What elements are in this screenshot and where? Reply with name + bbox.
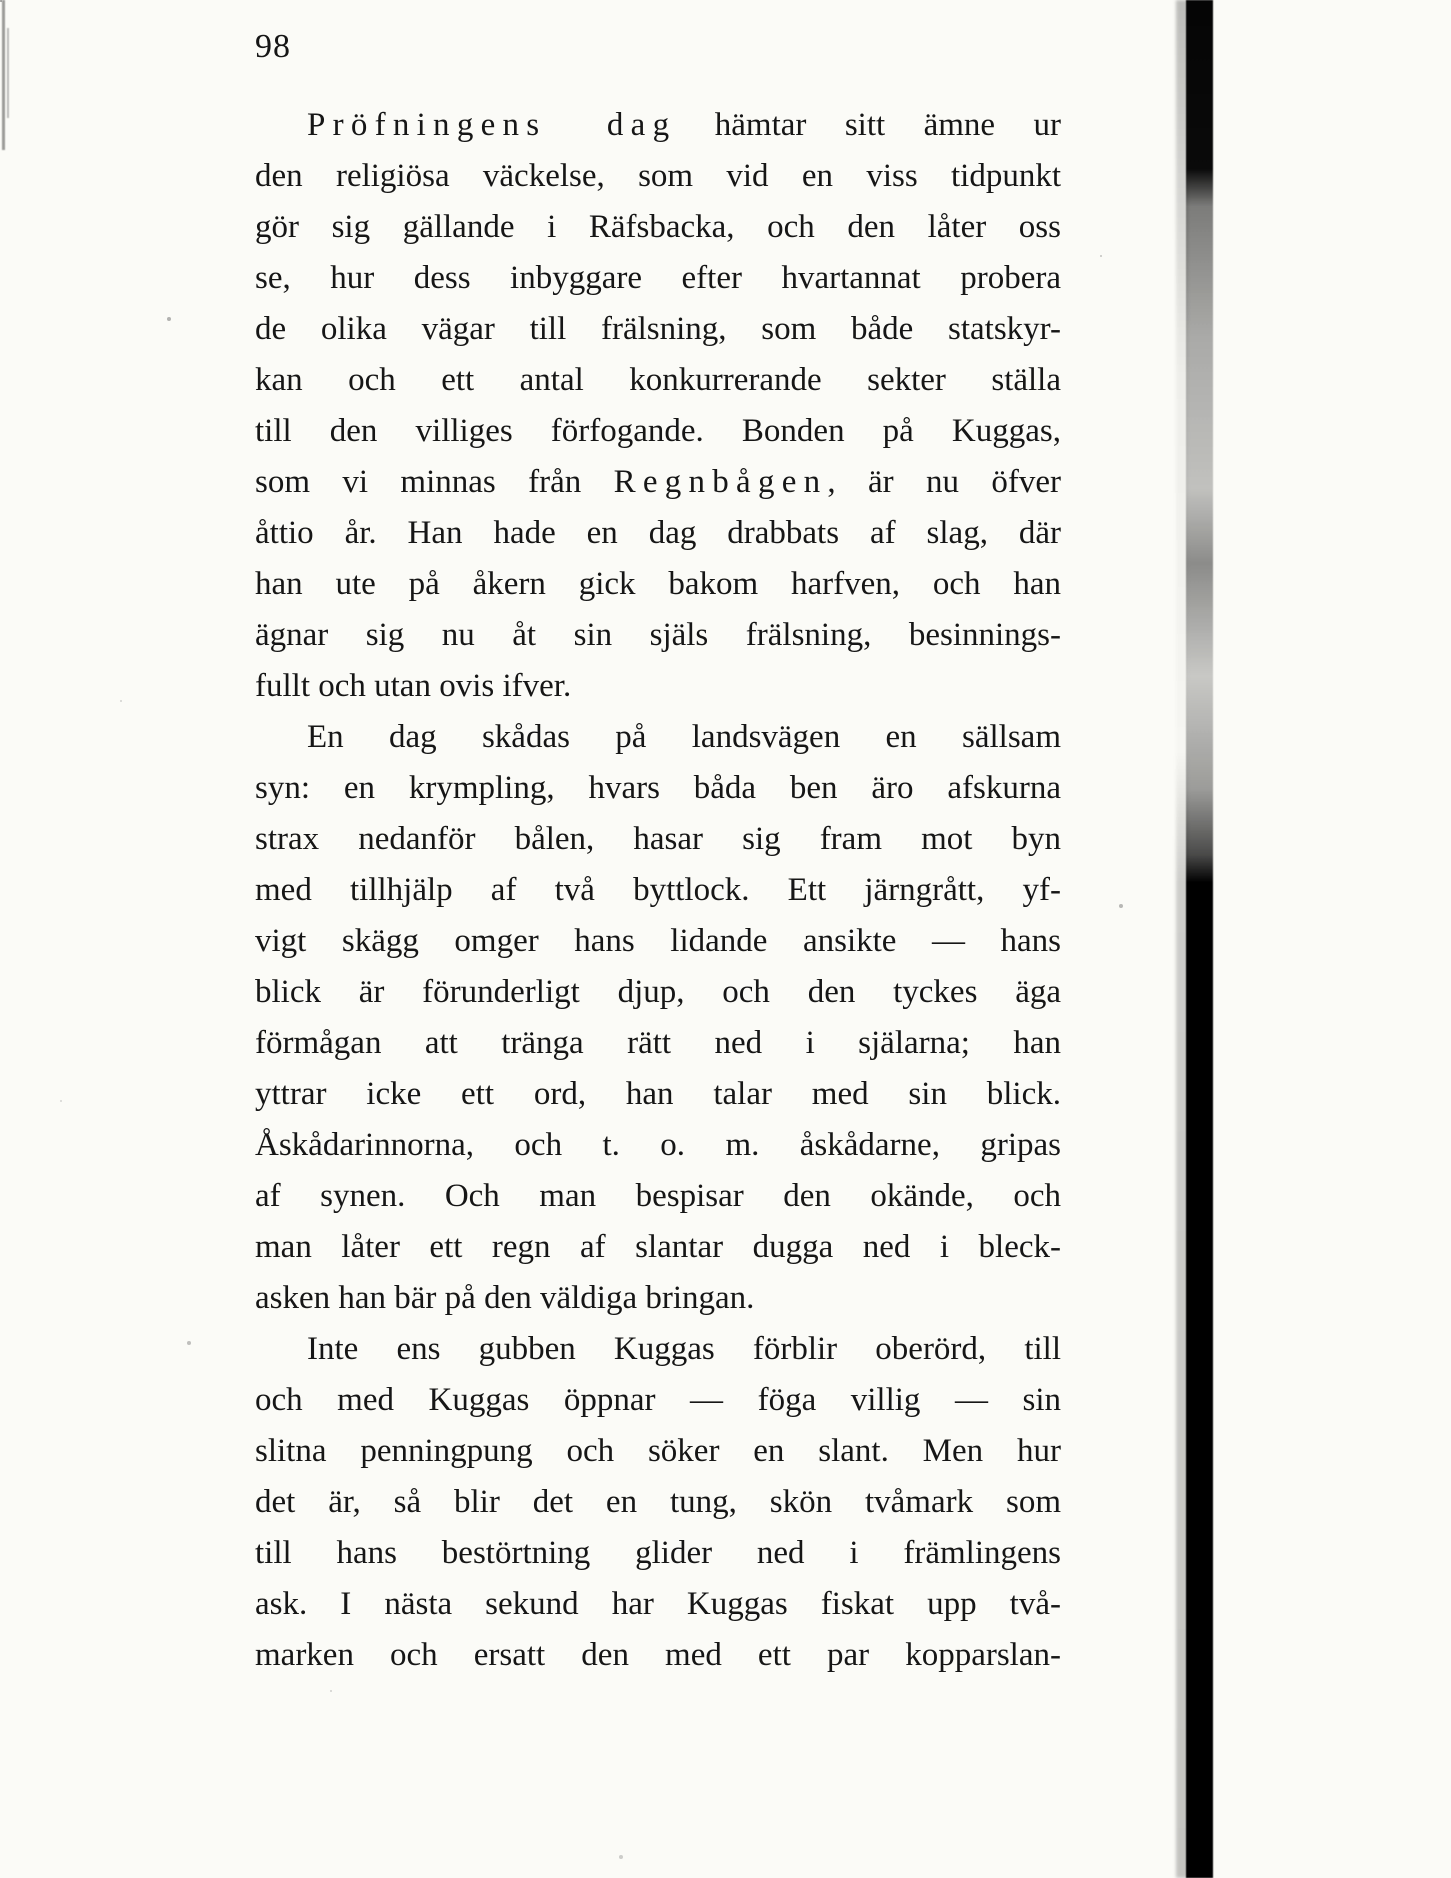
text-line: han ute på åkern gick bakom harfven, och han [255,566,1061,602]
binding-scan-band [1186,0,1213,1878]
text-line: vigt skägg omger hans lidande ansikte — hans [255,923,1061,959]
emphasized-text: Regnbågen [613,464,828,500]
text-line: Inte ens gubben Kuggas förblir oberörd, till [307,1331,1061,1367]
text-line: med tillhjälp af två byttlock. Ett järngrått, yf- [255,872,1061,908]
text-segment: hämtar sitt ämne ur [676,107,1061,143]
text-line: de olika vägar till frälsning, som både statskyr- [255,311,1061,347]
paragraph [255,1324,1061,1681]
text-line: marken och ersatt den med ett par kopparslan- [255,1637,1061,1673]
emphasized-text: Pröfningens dag [307,107,677,143]
text-line: af synen. Och man bespisar den okände, och [255,1178,1061,1214]
paragraph [255,712,1061,1324]
text-line: syn: en krympling, hvars båda ben äro afskurna [255,770,1061,806]
text-line: det är, så blir det en tung, skön tvåmark som [255,1484,1061,1520]
text-line: ägnar sig nu åt sin själs frälsning, besinnings- [255,617,1061,653]
text-line: slitna penningpung och söker en slant. Men hur [255,1433,1061,1469]
text-line: åttio år. Han hade en dag drabbats af slag, där [255,515,1061,551]
scan-edge-artifact [2,0,5,150]
text-line: man låter ett regn af slantar dugga ned i bleck- [255,1229,1061,1265]
paragraph [255,100,1061,712]
text-line: till den villiges förfogande. Bonden på Kuggas, [255,413,1061,449]
text-segment: , är nu öfver [827,464,1061,500]
text-line: se, hur dess inbyggare efter hvartannat probera [255,260,1061,296]
text-line: Åskådarinnorna, och t. o. m. åskådarne, gripas [255,1127,1061,1163]
text-line [255,100,1061,151]
text-line: kan och ett antal konkurrerande sekter ställa [255,362,1061,398]
text-line [255,457,1061,508]
text-line: ask. I nästa sekund har Kuggas fiskat upp två- [255,1586,1061,1622]
text-line: strax nedanför bålen, hasar sig fram mot byn [255,821,1061,857]
text-line: den religiösa väckelse, som vid en viss tidpunkt [255,158,1061,194]
text-line: yttrar icke ett ord, han talar med sin blick. [255,1076,1061,1112]
page-body [255,100,1061,1681]
text-line: asken han bär på den väldiga bringan. [255,1280,755,1316]
scan-noise [0,0,2,2]
text-line: fullt och utan ovis ifver. [255,668,572,704]
text-line: En dag skådas på landsvägen en sällsam [307,719,1061,755]
text-line: och med Kuggas öppnar — föga villig — sin [255,1382,1061,1418]
page-number: 98 [255,28,291,65]
text-line: förmågan att tränga rätt ned i själarna; han [255,1025,1061,1061]
text-segment: som vi minnas från [255,464,614,500]
scan-edge-artifact [7,28,9,118]
text-line: till hans bestörtning glider ned i främlingens [255,1535,1061,1571]
text-line: blick är förunderligt djup, och den tyckes äga [255,974,1061,1010]
text-line: gör sig gällande i Räfsbacka, och den låter oss [255,209,1061,245]
